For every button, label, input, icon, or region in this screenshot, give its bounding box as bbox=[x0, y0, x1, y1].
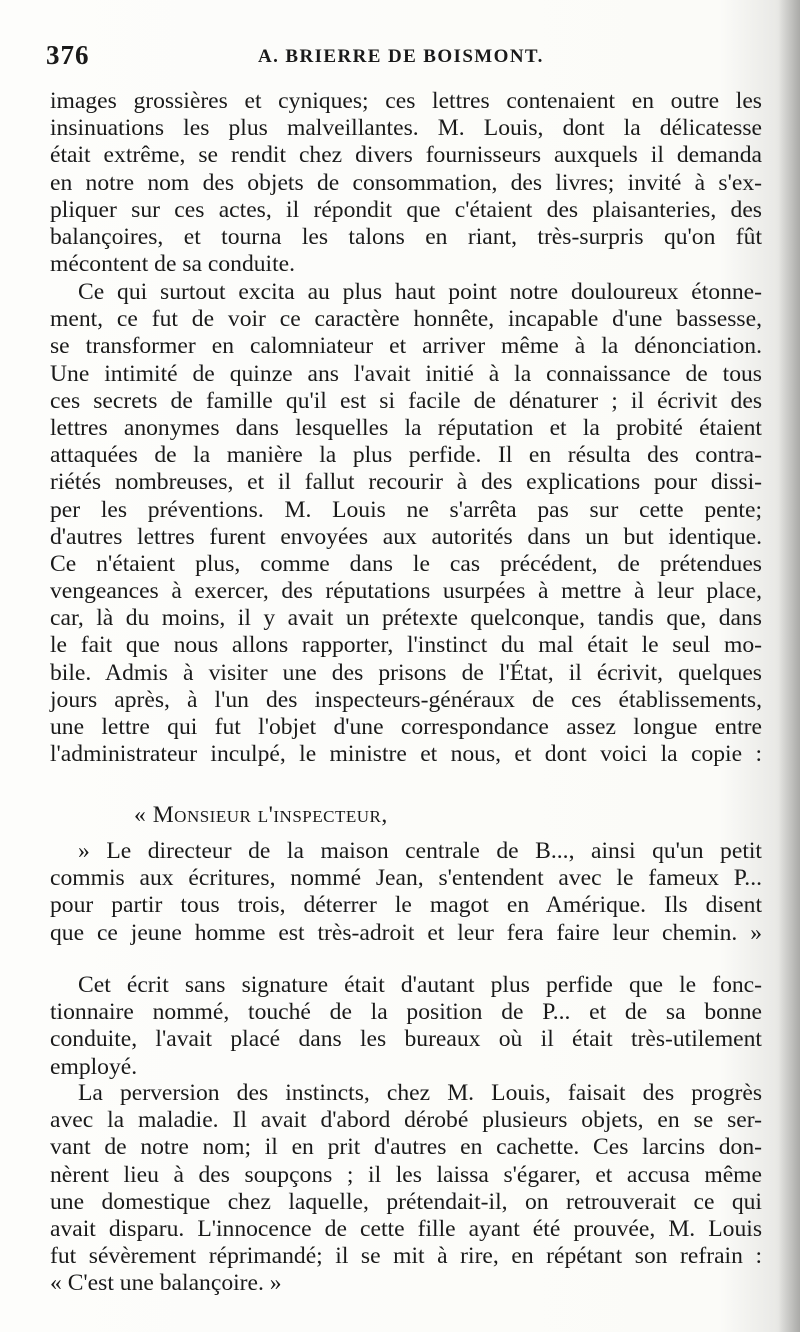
text-line: » Le directeur de la maison centrale de B..., ainsi qu'un petit bbox=[78, 838, 762, 864]
paragraph-1 bbox=[50, 88, 762, 278]
page-edge-shadow bbox=[778, 0, 800, 1332]
text-line: l'administrateur inculpé, le ministre et nous, et dont voici la copie : bbox=[50, 741, 762, 768]
text-line: Ce n'étaient plus, comme dans le cas précédent, de prétendues bbox=[50, 550, 762, 577]
text-line: d'autres lettres furent envoyées aux autorités dans un but identique. bbox=[50, 523, 762, 550]
text-line: mécontent de sa conduite. bbox=[50, 251, 296, 278]
text-line: vant de notre nom; il en prit d'autres en cachette. Ces larcins don- bbox=[50, 1134, 762, 1161]
letter-block bbox=[50, 802, 762, 829]
text-line: La perversion des instincts, chez M. Louis, faisait des progrès bbox=[78, 1080, 762, 1106]
text-line: avait disparu. L'innocence de cette fille ayant été prouvée, M. Louis bbox=[50, 1215, 762, 1242]
text-line: ment, ce fut de voir ce caractère honnête, incapable d'une bassesse, bbox=[50, 306, 762, 333]
text-line: ces secrets de famille qu'il est si facile de dénaturer ; il écrivit des bbox=[50, 387, 762, 414]
text-line: conduite, l'avait placé dans les bureaux où il était très-utilement bbox=[50, 1026, 762, 1053]
text-line: lettres anonymes dans lesquelles la réputation et la probité étaient bbox=[50, 414, 762, 441]
text-line: Ce qui surtout excita au plus haut point notre douloureux étonne- bbox=[78, 279, 762, 305]
letter-salutation: « Monsieur l'inspecteur, bbox=[134, 802, 388, 828]
text-line: bile. Admis à visiter une des prisons de l'État, il écrivit, quelques bbox=[50, 659, 762, 686]
paragraph-4 bbox=[50, 1080, 762, 1298]
paragraph-2 bbox=[50, 279, 762, 768]
text-line: jours après, à l'un des inspecteurs-généraux de ces établissements, bbox=[50, 686, 762, 713]
text-line: employé. bbox=[50, 1053, 138, 1080]
text-line: « C'est une balançoire. » bbox=[50, 1270, 282, 1297]
text-line: une lettre qui fut l'objet d'une correspondance assez longue entre bbox=[50, 714, 762, 740]
text-line: commis aux écritures, nommé Jean, s'entendent avec le fameux P... bbox=[50, 865, 762, 892]
text-line: fut sévèrement réprimandé; il se mit à rire, en répétant son refrain : bbox=[50, 1243, 762, 1270]
text-line: Cet écrit sans signature était d'autant plus perfide que le fonc- bbox=[78, 972, 762, 998]
text-line: se transformer en calomniateur et arriver même à la dénonciation. bbox=[50, 333, 762, 360]
text-line: vengeances à exercer, des réputations usurpées à mettre à leur place, bbox=[50, 578, 762, 605]
paragraph-3 bbox=[50, 972, 762, 1081]
text-line: Une intimité de quinze ans l'avait initié à la connaissance de tous bbox=[50, 360, 762, 387]
text-line: nèrent lieu à des soupçons ; il les laissa s'égarer, et accusa même bbox=[50, 1161, 762, 1188]
text-line: per les préventions. M. Louis ne s'arrêta pas sur cette pente; bbox=[50, 496, 762, 523]
text-line: que ce jeune homme est très-adroit et leur fera faire leur chemin. » bbox=[50, 919, 762, 946]
text-line: images grossières et cyniques; ces lettres contenaient en outre les bbox=[50, 88, 762, 114]
running-head: A. BRIERRE DE BOISMONT. bbox=[258, 46, 544, 67]
text-line: pliquer sur ces actes, il répondit que c'étaient des plaisanteries, des bbox=[50, 196, 762, 223]
text-line: car, là du moins, il y avait un prétexte quelconque, tandis que, dans bbox=[50, 605, 762, 632]
text-line: en notre nom des objets de consommation, des livres; invité à s'ex- bbox=[50, 169, 762, 196]
letter-body bbox=[50, 838, 762, 947]
text-line: était extrême, se rendit chez divers fournisseurs auxquels il demanda bbox=[50, 142, 762, 169]
page-number: 376 bbox=[46, 40, 90, 70]
text-line: une domestique chez laquelle, prétendait-il, on retrouverait ce qui bbox=[50, 1188, 762, 1215]
text-line: pour partir tous trois, déterrer le magot en Amérique. Ils disent bbox=[50, 892, 762, 919]
text-line: riétés nombreuses, et il fallut recourir à des explications pour dissi- bbox=[50, 469, 762, 496]
text-line: balançoires, et tourna les talons en riant, très-surpris qu'on fût bbox=[50, 223, 762, 250]
text-line: insinuations les plus malveillantes. M. Louis, dont la délicatesse bbox=[50, 115, 762, 142]
text-line: attaquées de la manière la plus perfide. Il en résulta des contra- bbox=[50, 442, 762, 469]
text-line: tionnaire nommé, touché de la position de P... et de sa bonne bbox=[50, 999, 762, 1026]
text-line: avec la maladie. Il avait d'abord dérobé plusieurs objets, en se ser- bbox=[50, 1107, 762, 1134]
text-line: le fait que nous allons rapporter, l'instinct du mal était le seul mo- bbox=[50, 632, 762, 659]
page-header bbox=[46, 40, 758, 80]
